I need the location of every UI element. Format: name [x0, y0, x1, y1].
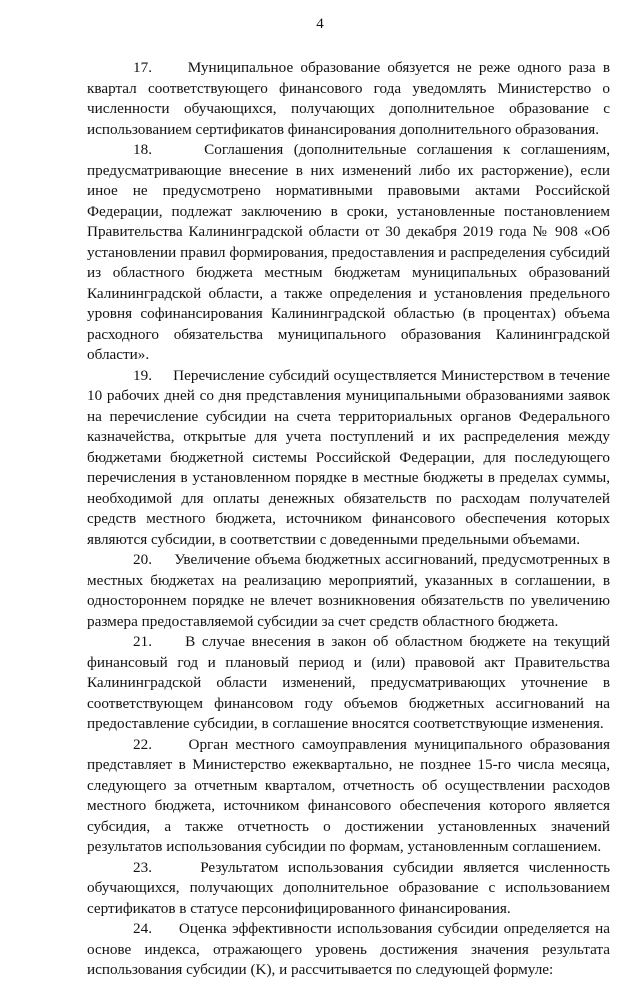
paragraph-text: Муниципальное образование обязуется не реже одного раза в квартал соответствующего финансового года уведомлять Министерство о численности обучающихся, получающих дополнительное образование с использованием сертификатов финансирования дополнительного образования. — [87, 59, 611, 138]
paragraph-number: 20. — [133, 551, 152, 568]
paragraph-number: 23. — [133, 858, 152, 876]
paragraph-17 — [87, 58, 610, 140]
paragraph-text: Перечисление субсидий осуществляется Министерством в течение 10 рабочих дней со дня представления муниципальными образованиями заявок на перечисление субсидии на счета территориальных органов Федерального казначейства, открытые для учета поступлений и их распределения между бюджетами бюджетной системы Российской Федерации, для последующего перечисления в установленном порядке в местные бюджеты в пределах суммы, необходимой для оплаты денежных обязательств по расходам получателей средств местного бюджета, источником финансового обеспечения которых являются субсидии, в соответствии с доведенными предельными объемами. — [87, 366, 610, 548]
paragraph-text: Орган местного самоуправления муниципального образования представляет в Министерство ежеквартально, не позднее 15-го числа месяца, следующего за отчетным кварталом, отчетность об осуществлении расходов местного бюджета, источником финансового обеспечения которого является субсидия, а также отчетность о достижении установленных значений результатов использования субсидии по формам, установленным соглашением. — [87, 735, 610, 855]
paragraph-number: 17. — [133, 59, 152, 76]
document-body — [87, 58, 610, 981]
paragraph-text: Результатом использования субсидии является численность обучающихся, получающих дополнительное образование с использованием сертификатов в статусе персонифицированного финансирования. — [87, 858, 611, 917]
paragraph-21 — [87, 632, 610, 735]
paragraph-number: 19. — [133, 366, 152, 384]
paragraph-18 — [87, 140, 610, 366]
paragraph-text: Соглашения (дополнительные соглашения к соглашениям, предусматривающие внесение в них изменений либо их расторжение), если иное не предусмотрено нормативными правовыми актами Российской Федерации, подлежат заключению в сроки, установленные постановлением Правительства Калининградской области от 30 декабря 2019 года № 908 «Об установлении правил формирования, предоставления и распределения субсидий из областного бюджета местным бюджетам муниципальных образований Калининградской области, а также определения и установления предельного уровня софинансирования Калининградской областью (в процентах) объема расходного обязательства муниципального образования Калининградской области». — [87, 141, 611, 363]
paragraph-24 — [87, 919, 610, 981]
paragraph-text: Оценка эффективности использования субсидии определяется на основе индекса, отражающего уровень достижения значения результата использования субсидии (K), и рассчитывается по следующей формуле: — [87, 920, 611, 978]
paragraph-text: Увеличение объема бюджетных ассигнований, предусмотренных в местных бюджетах на реализацию мероприятий, указанных в соглашении, в одностороннем порядке не влечет возникновения обязательств по увеличению размера предоставляемой субсидии за счет средств областного бюджета. — [87, 551, 610, 630]
paragraph-number: 22. — [133, 735, 152, 753]
page-number: 4 — [316, 16, 324, 32]
paragraph-number: 21. — [133, 633, 152, 650]
paragraph-text: В случае внесения в закон об областном бюджете на текущий финансовый год и плановый период и (или) правовой акт Правительства Калининградской области изменений, предусматривающих уточнение в соответствующем финансовом году объемов бюджетных ассигнований на предоставление субсидии, в соглашение вносятся соответствующие изменения. — [87, 633, 610, 732]
paragraph-22 — [87, 735, 610, 858]
paragraph-23 — [87, 858, 610, 920]
paragraph-20 — [87, 550, 610, 632]
paragraph-number: 18. — [133, 141, 152, 158]
paragraph-19 — [87, 366, 610, 551]
paragraph-number: 24. — [133, 920, 152, 937]
